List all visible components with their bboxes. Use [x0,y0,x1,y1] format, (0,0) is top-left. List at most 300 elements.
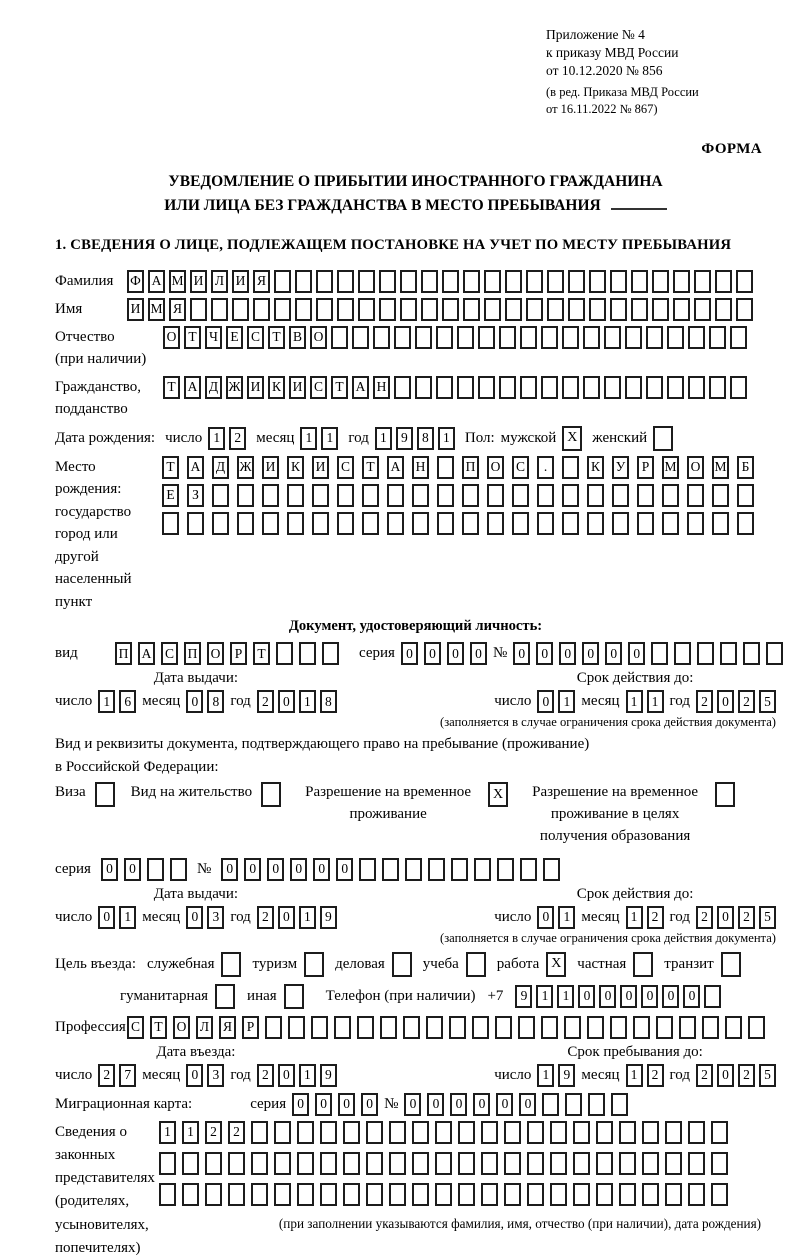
char-cell[interactable]: Д [212,456,229,479]
char-cell[interactable]: А [352,376,369,399]
char-cell[interactable] [457,376,474,399]
char-cell[interactable] [405,858,422,881]
char-cell[interactable]: 1 [299,690,316,713]
char-cell[interactable] [587,484,604,507]
char-cell[interactable] [295,270,312,293]
char-cell[interactable] [694,270,711,293]
char-cell[interactable] [504,1152,521,1175]
char-cell[interactable]: Ж [226,376,243,399]
char-cell[interactable] [415,376,432,399]
char-cell[interactable]: 1 [626,690,643,713]
char-cell[interactable] [358,270,375,293]
char-cell[interactable]: Р [242,1016,259,1039]
char-cell[interactable] [320,1183,337,1206]
char-cell[interactable] [182,1152,199,1175]
char-cell[interactable]: У [612,456,629,479]
char-cell[interactable]: 5 [759,1064,776,1087]
char-cell[interactable]: Е [226,326,243,349]
char-cell[interactable] [362,484,379,507]
char-cell[interactable] [320,1121,337,1144]
char-cell[interactable]: З [187,484,204,507]
char-cell[interactable]: Т [268,326,285,349]
char-cell[interactable]: 1 [300,427,317,450]
char-cell[interactable]: Я [219,1016,236,1039]
char-cell[interactable]: 9 [515,985,532,1008]
char-cell[interactable]: 1 [321,427,338,450]
char-cell[interactable] [687,512,704,535]
char-cell[interactable] [412,1152,429,1175]
char-cell[interactable] [499,376,516,399]
char-cell[interactable]: С [247,326,264,349]
purpose-humanitarian-checkbox[interactable] [215,984,235,1009]
residence-permit-checkbox[interactable] [261,782,281,807]
char-cell[interactable] [211,298,228,321]
char-cell[interactable] [474,858,491,881]
char-cell[interactable]: 6 [119,690,136,713]
char-cell[interactable] [495,1016,512,1039]
char-cell[interactable] [526,298,543,321]
char-cell[interactable] [673,270,690,293]
char-cell[interactable] [182,1183,199,1206]
char-cell[interactable]: 1 [375,427,392,450]
char-cell[interactable] [458,1152,475,1175]
char-cell[interactable]: 0 [470,642,487,665]
char-cell[interactable]: 0 [186,906,203,929]
char-cell[interactable] [162,512,179,535]
char-cell[interactable] [610,270,627,293]
char-cell[interactable] [358,298,375,321]
char-cell[interactable] [715,298,732,321]
char-cell[interactable]: 0 [620,985,637,1008]
char-cell[interactable]: Н [373,376,390,399]
char-cell[interactable] [737,512,754,535]
char-cell[interactable] [212,484,229,507]
char-cell[interactable]: 0 [124,858,141,881]
char-cell[interactable]: Р [230,642,247,665]
char-cell[interactable] [237,512,254,535]
char-cell[interactable]: К [287,456,304,479]
char-cell[interactable] [379,270,396,293]
char-cell[interactable]: А [148,270,165,293]
char-cell[interactable]: К [268,376,285,399]
char-cell[interactable]: О [310,326,327,349]
visa-checkbox[interactable] [95,782,115,807]
temporary-residence-checkbox[interactable]: X [488,782,508,807]
char-cell[interactable] [297,1121,314,1144]
char-cell[interactable]: 9 [320,906,337,929]
char-cell[interactable] [512,512,529,535]
char-cell[interactable] [652,298,669,321]
char-cell[interactable] [412,484,429,507]
char-cell[interactable] [537,484,554,507]
char-cell[interactable]: 0 [628,642,645,665]
char-cell[interactable]: 2 [738,690,755,713]
char-cell[interactable] [520,858,537,881]
char-cell[interactable]: С [310,376,327,399]
char-cell[interactable]: 0 [578,985,595,1008]
char-cell[interactable]: А [387,456,404,479]
char-cell[interactable] [389,1121,406,1144]
char-cell[interactable] [412,1183,429,1206]
char-cell[interactable]: О [163,326,180,349]
char-cell[interactable] [478,326,495,349]
char-cell[interactable]: 0 [101,858,118,881]
char-cell[interactable]: Я [253,270,270,293]
char-cell[interactable]: Е [162,484,179,507]
char-cell[interactable] [481,1121,498,1144]
purpose-tourism-checkbox[interactable] [304,952,324,977]
char-cell[interactable]: 0 [641,985,658,1008]
char-cell[interactable] [737,484,754,507]
char-cell[interactable]: Т [184,326,201,349]
char-cell[interactable] [400,298,417,321]
char-cell[interactable]: 0 [315,1093,332,1116]
char-cell[interactable] [458,1183,475,1206]
char-cell[interactable] [366,1121,383,1144]
char-cell[interactable] [487,512,504,535]
char-cell[interactable] [610,298,627,321]
char-cell[interactable] [704,985,721,1008]
char-cell[interactable] [415,326,432,349]
char-cell[interactable] [394,326,411,349]
char-cell[interactable] [380,1016,397,1039]
char-cell[interactable]: Т [162,456,179,479]
char-cell[interactable]: 1 [647,690,664,713]
char-cell[interactable] [387,512,404,535]
char-cell[interactable] [589,270,606,293]
char-cell[interactable] [299,642,316,665]
char-cell[interactable]: 0 [336,858,353,881]
char-cell[interactable] [387,484,404,507]
char-cell[interactable] [612,512,629,535]
char-cell[interactable]: О [487,456,504,479]
char-cell[interactable] [688,1152,705,1175]
char-cell[interactable]: Л [196,1016,213,1039]
char-cell[interactable] [343,1183,360,1206]
char-cell[interactable] [462,512,479,535]
char-cell[interactable]: 2 [647,1064,664,1087]
char-cell[interactable] [679,1016,696,1039]
char-cell[interactable]: Л [211,270,228,293]
char-cell[interactable]: И [127,298,144,321]
char-cell[interactable]: К [587,456,604,479]
char-cell[interactable] [541,326,558,349]
char-cell[interactable] [665,1183,682,1206]
char-cell[interactable]: 0 [496,1093,513,1116]
char-cell[interactable] [688,1183,705,1206]
char-cell[interactable] [610,1016,627,1039]
char-cell[interactable]: 0 [559,642,576,665]
char-cell[interactable] [504,1183,521,1206]
char-cell[interactable] [637,484,654,507]
char-cell[interactable] [462,484,479,507]
char-cell[interactable] [449,1016,466,1039]
char-cell[interactable] [505,298,522,321]
char-cell[interactable] [730,326,747,349]
char-cell[interactable] [316,270,333,293]
char-cell[interactable] [612,484,629,507]
char-cell[interactable] [694,298,711,321]
char-cell[interactable] [274,1183,291,1206]
char-cell[interactable] [625,376,642,399]
char-cell[interactable] [159,1183,176,1206]
char-cell[interactable]: 2 [98,1064,115,1087]
char-cell[interactable] [337,270,354,293]
char-cell[interactable]: 0 [447,642,464,665]
char-cell[interactable] [311,1016,328,1039]
char-cell[interactable]: М [712,456,729,479]
char-cell[interactable] [711,1152,728,1175]
char-cell[interactable]: С [337,456,354,479]
char-cell[interactable]: 0 [582,642,599,665]
char-cell[interactable]: 0 [683,985,700,1008]
char-cell[interactable]: Т [362,456,379,479]
char-cell[interactable] [766,642,783,665]
char-cell[interactable]: 0 [536,642,553,665]
char-cell[interactable]: 1 [119,906,136,929]
char-cell[interactable]: А [184,376,201,399]
char-cell[interactable]: 0 [605,642,622,665]
char-cell[interactable] [542,1093,559,1116]
char-cell[interactable] [688,376,705,399]
char-cell[interactable] [437,512,454,535]
char-cell[interactable] [662,484,679,507]
char-cell[interactable] [725,1016,742,1039]
char-cell[interactable] [265,1016,282,1039]
char-cell[interactable]: 2 [257,1064,274,1087]
char-cell[interactable]: М [148,298,165,321]
char-cell[interactable] [565,1093,582,1116]
char-cell[interactable]: 0 [313,858,330,881]
char-cell[interactable] [642,1152,659,1175]
char-cell[interactable] [435,1183,452,1206]
char-cell[interactable] [352,326,369,349]
char-cell[interactable] [541,1016,558,1039]
char-cell[interactable]: 0 [717,906,734,929]
char-cell[interactable]: 0 [267,858,284,881]
char-cell[interactable] [412,1121,429,1144]
char-cell[interactable] [646,326,663,349]
char-cell[interactable] [642,1121,659,1144]
char-cell[interactable] [337,512,354,535]
char-cell[interactable] [537,512,554,535]
char-cell[interactable] [646,376,663,399]
char-cell[interactable] [702,1016,719,1039]
char-cell[interactable]: С [161,642,178,665]
char-cell[interactable] [316,298,333,321]
char-cell[interactable] [366,1183,383,1206]
char-cell[interactable]: 1 [98,690,115,713]
char-cell[interactable]: 0 [519,1093,536,1116]
char-cell[interactable] [159,1152,176,1175]
char-cell[interactable]: И [289,376,306,399]
char-cell[interactable] [697,642,714,665]
char-cell[interactable]: 1 [438,427,455,450]
purpose-official-checkbox[interactable] [221,952,241,977]
char-cell[interactable] [288,1016,305,1039]
char-cell[interactable]: 0 [290,858,307,881]
purpose-transit-checkbox[interactable] [721,952,741,977]
char-cell[interactable]: И [232,270,249,293]
char-cell[interactable] [587,512,604,535]
char-cell[interactable]: 9 [320,1064,337,1087]
char-cell[interactable]: Н [412,456,429,479]
char-cell[interactable]: Я [169,298,186,321]
char-cell[interactable]: 2 [696,906,713,929]
char-cell[interactable] [412,512,429,535]
char-cell[interactable] [631,270,648,293]
char-cell[interactable] [662,512,679,535]
char-cell[interactable] [228,1152,245,1175]
char-cell[interactable] [568,298,585,321]
char-cell[interactable] [736,298,753,321]
char-cell[interactable] [748,1016,765,1039]
char-cell[interactable]: 1 [208,427,225,450]
char-cell[interactable] [435,1121,452,1144]
char-cell[interactable]: С [512,456,529,479]
char-cell[interactable]: 1 [537,1064,554,1087]
char-cell[interactable] [736,270,753,293]
purpose-study-checkbox[interactable] [466,952,486,977]
char-cell[interactable]: П [115,642,132,665]
purpose-private-checkbox[interactable] [633,952,653,977]
char-cell[interactable]: 2 [205,1121,222,1144]
char-cell[interactable]: 0 [278,1064,295,1087]
char-cell[interactable] [499,326,516,349]
char-cell[interactable]: Б [737,456,754,479]
char-cell[interactable] [527,1121,544,1144]
char-cell[interactable]: 1 [536,985,553,1008]
char-cell[interactable]: Ф [127,270,144,293]
char-cell[interactable] [631,298,648,321]
char-cell[interactable] [312,512,329,535]
char-cell[interactable]: 8 [320,690,337,713]
char-cell[interactable] [331,326,348,349]
char-cell[interactable]: 0 [424,642,441,665]
char-cell[interactable]: И [247,376,264,399]
char-cell[interactable] [428,858,445,881]
char-cell[interactable]: 0 [278,906,295,929]
char-cell[interactable]: А [187,456,204,479]
char-cell[interactable] [665,1152,682,1175]
char-cell[interactable]: И [190,270,207,293]
char-cell[interactable]: 0 [717,690,734,713]
char-cell[interactable] [362,512,379,535]
char-cell[interactable] [484,270,501,293]
char-cell[interactable] [583,326,600,349]
char-cell[interactable]: 0 [221,858,238,881]
char-cell[interactable]: 0 [292,1093,309,1116]
char-cell[interactable] [712,484,729,507]
char-cell[interactable] [667,326,684,349]
char-cell[interactable] [437,456,454,479]
char-cell[interactable]: П [462,456,479,479]
char-cell[interactable] [190,298,207,321]
char-cell[interactable] [337,298,354,321]
char-cell[interactable] [562,376,579,399]
char-cell[interactable]: 0 [98,906,115,929]
char-cell[interactable] [472,1016,489,1039]
char-cell[interactable]: 0 [338,1093,355,1116]
char-cell[interactable] [656,1016,673,1039]
char-cell[interactable]: 0 [427,1093,444,1116]
char-cell[interactable] [667,376,684,399]
char-cell[interactable]: 2 [257,690,274,713]
char-cell[interactable] [637,512,654,535]
char-cell[interactable] [562,456,579,479]
char-cell[interactable] [389,1152,406,1175]
char-cell[interactable]: 0 [537,690,554,713]
char-cell[interactable] [541,376,558,399]
char-cell[interactable] [543,858,560,881]
char-cell[interactable] [587,1016,604,1039]
char-cell[interactable] [526,270,543,293]
char-cell[interactable] [564,1016,581,1039]
char-cell[interactable] [604,326,621,349]
char-cell[interactable]: Ч [205,326,222,349]
char-cell[interactable] [518,1016,535,1039]
char-cell[interactable] [382,858,399,881]
char-cell[interactable] [320,1152,337,1175]
char-cell[interactable] [389,1183,406,1206]
char-cell[interactable]: О [687,456,704,479]
char-cell[interactable]: 2 [229,427,246,450]
char-cell[interactable] [276,642,293,665]
char-cell[interactable] [512,484,529,507]
char-cell[interactable] [709,326,726,349]
char-cell[interactable] [547,298,564,321]
char-cell[interactable] [205,1152,222,1175]
char-cell[interactable]: 2 [696,690,713,713]
char-cell[interactable] [457,326,474,349]
char-cell[interactable] [478,376,495,399]
char-cell[interactable]: . [537,456,554,479]
char-cell[interactable] [337,484,354,507]
char-cell[interactable] [712,512,729,535]
char-cell[interactable] [274,1121,291,1144]
temporary-residence-education-checkbox[interactable] [715,782,735,807]
char-cell[interactable] [262,512,279,535]
char-cell[interactable] [297,1183,314,1206]
char-cell[interactable] [147,858,164,881]
char-cell[interactable] [170,858,187,881]
char-cell[interactable] [373,326,390,349]
char-cell[interactable]: 7 [119,1064,136,1087]
char-cell[interactable] [334,1016,351,1039]
char-cell[interactable] [435,1152,452,1175]
char-cell[interactable] [421,270,438,293]
char-cell[interactable] [720,642,737,665]
char-cell[interactable] [688,326,705,349]
sex-female-checkbox[interactable] [653,426,673,451]
char-cell[interactable] [596,1183,613,1206]
char-cell[interactable]: 2 [738,1064,755,1087]
char-cell[interactable] [619,1121,636,1144]
char-cell[interactable] [589,298,606,321]
char-cell[interactable]: 0 [404,1093,421,1116]
char-cell[interactable]: 0 [361,1093,378,1116]
char-cell[interactable] [562,484,579,507]
char-cell[interactable]: 1 [159,1121,176,1144]
char-cell[interactable] [237,484,254,507]
char-cell[interactable]: 0 [473,1093,490,1116]
char-cell[interactable]: 0 [662,985,679,1008]
char-cell[interactable] [262,484,279,507]
char-cell[interactable] [642,1183,659,1206]
char-cell[interactable] [251,1152,268,1175]
char-cell[interactable] [481,1183,498,1206]
char-cell[interactable] [297,1152,314,1175]
